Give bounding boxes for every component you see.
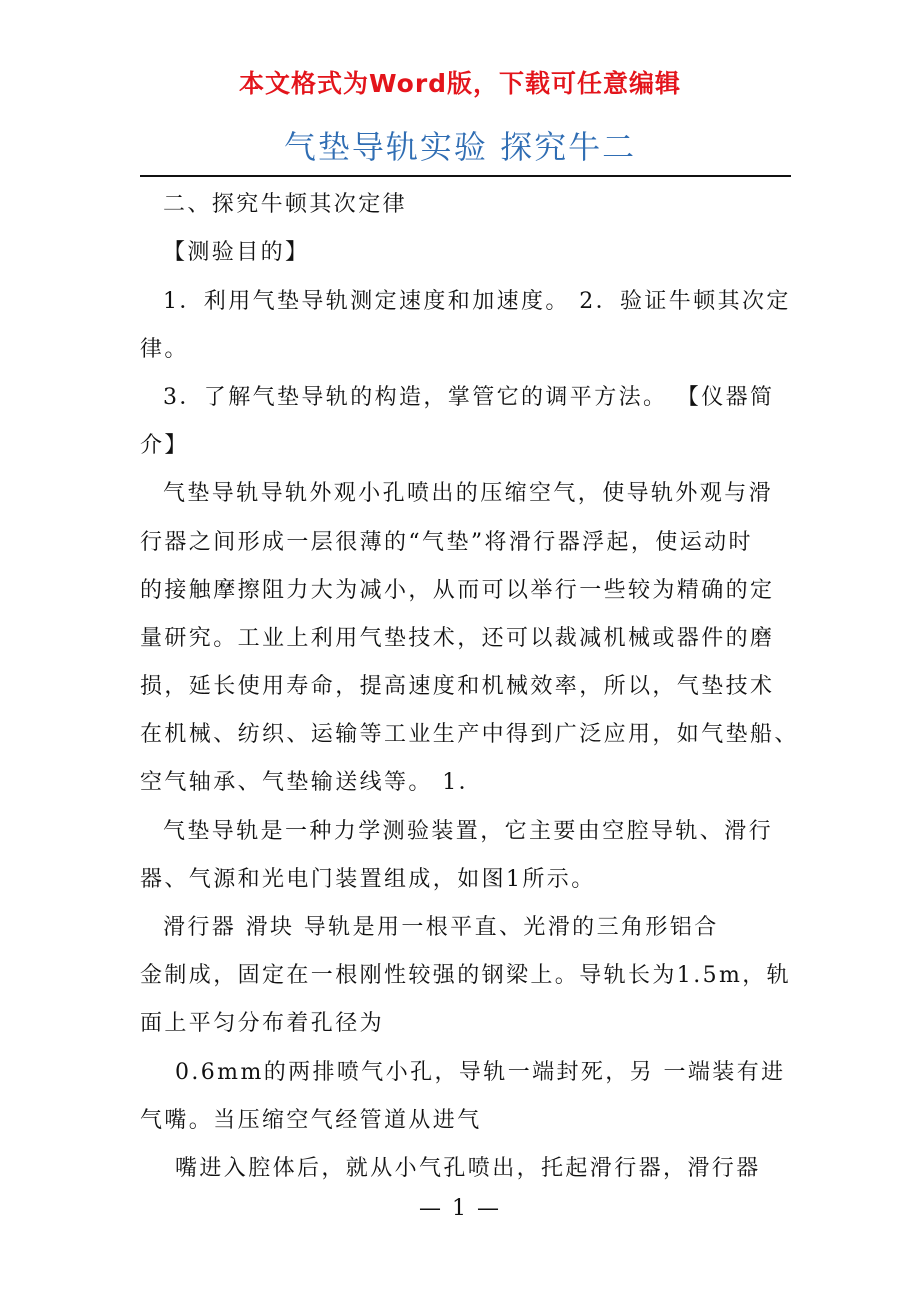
text-line: 滑行器 滑块 导轨是用一根平直、光滑的三角形铝合 <box>163 915 719 940</box>
text-line: 1．利用气垫导轨测定速度和加速度。 2．验证牛顿其次定 <box>163 289 791 314</box>
page-title: 气垫导轨实验 探究牛二 <box>283 128 637 166</box>
text-line: 律。 <box>140 337 189 362</box>
text-line: 损，延长使用寿命，提高速度和机械效率，所以，气垫技术 <box>140 674 775 699</box>
text-line: 量研究。工业上利用气垫技术，还可以裁减机械或器件的磨 <box>140 626 775 651</box>
text-line: 空气轴承、气垫输送线等。 1． <box>140 770 483 795</box>
text-line: 面上平匀分布着孔径为 <box>140 1011 385 1036</box>
title-divider <box>140 175 791 177</box>
text-line: 气垫导轨导轨外观小孔喷出的压缩空气，使导轨外观与滑 <box>163 481 774 506</box>
section-heading: 二、探究牛顿其次定律 <box>163 192 408 217</box>
text-line: 3．了解气垫导轨的构造，掌管它的调平方法。 【仪器简 <box>163 385 775 410</box>
text-line: 【测验目的】 <box>163 240 310 265</box>
text-line: 0.6mm的两排喷气小孔，导轨一端封死，另 一端装有进 <box>175 1060 786 1085</box>
text-line: 在机械、纺织、运输等工业生产中得到广泛应用，如气垫船、 <box>140 722 799 747</box>
text-line: 气嘴。当压缩空气经管道从进气 <box>140 1108 482 1133</box>
text-line: 行器之间形成一层很薄的“气垫”将滑行器浮起，使运动时 <box>140 530 753 555</box>
text-line: 嘴进入腔体后，就从小气孔喷出，托起滑行器，滑行器 <box>175 1156 761 1181</box>
text-line: 介】 <box>140 433 189 458</box>
text-line: 的接触摩擦阻力大为减小，从而可以举行一些较为精确的定 <box>140 578 775 603</box>
text-line: 器、气源和光电门装置组成，如图1所示。 <box>140 867 596 892</box>
page-number: — 1 — <box>419 1196 501 1221</box>
text-line: 气垫导轨是一种力学测验装置，它主要由空腔导轨、滑行 <box>163 819 774 844</box>
text-line: 金制成，固定在一根刚性较强的钢梁上。导轨长为1.5m，轨 <box>140 963 792 988</box>
format-banner: 本文格式为Word版，下载可任意编辑 <box>238 69 682 98</box>
